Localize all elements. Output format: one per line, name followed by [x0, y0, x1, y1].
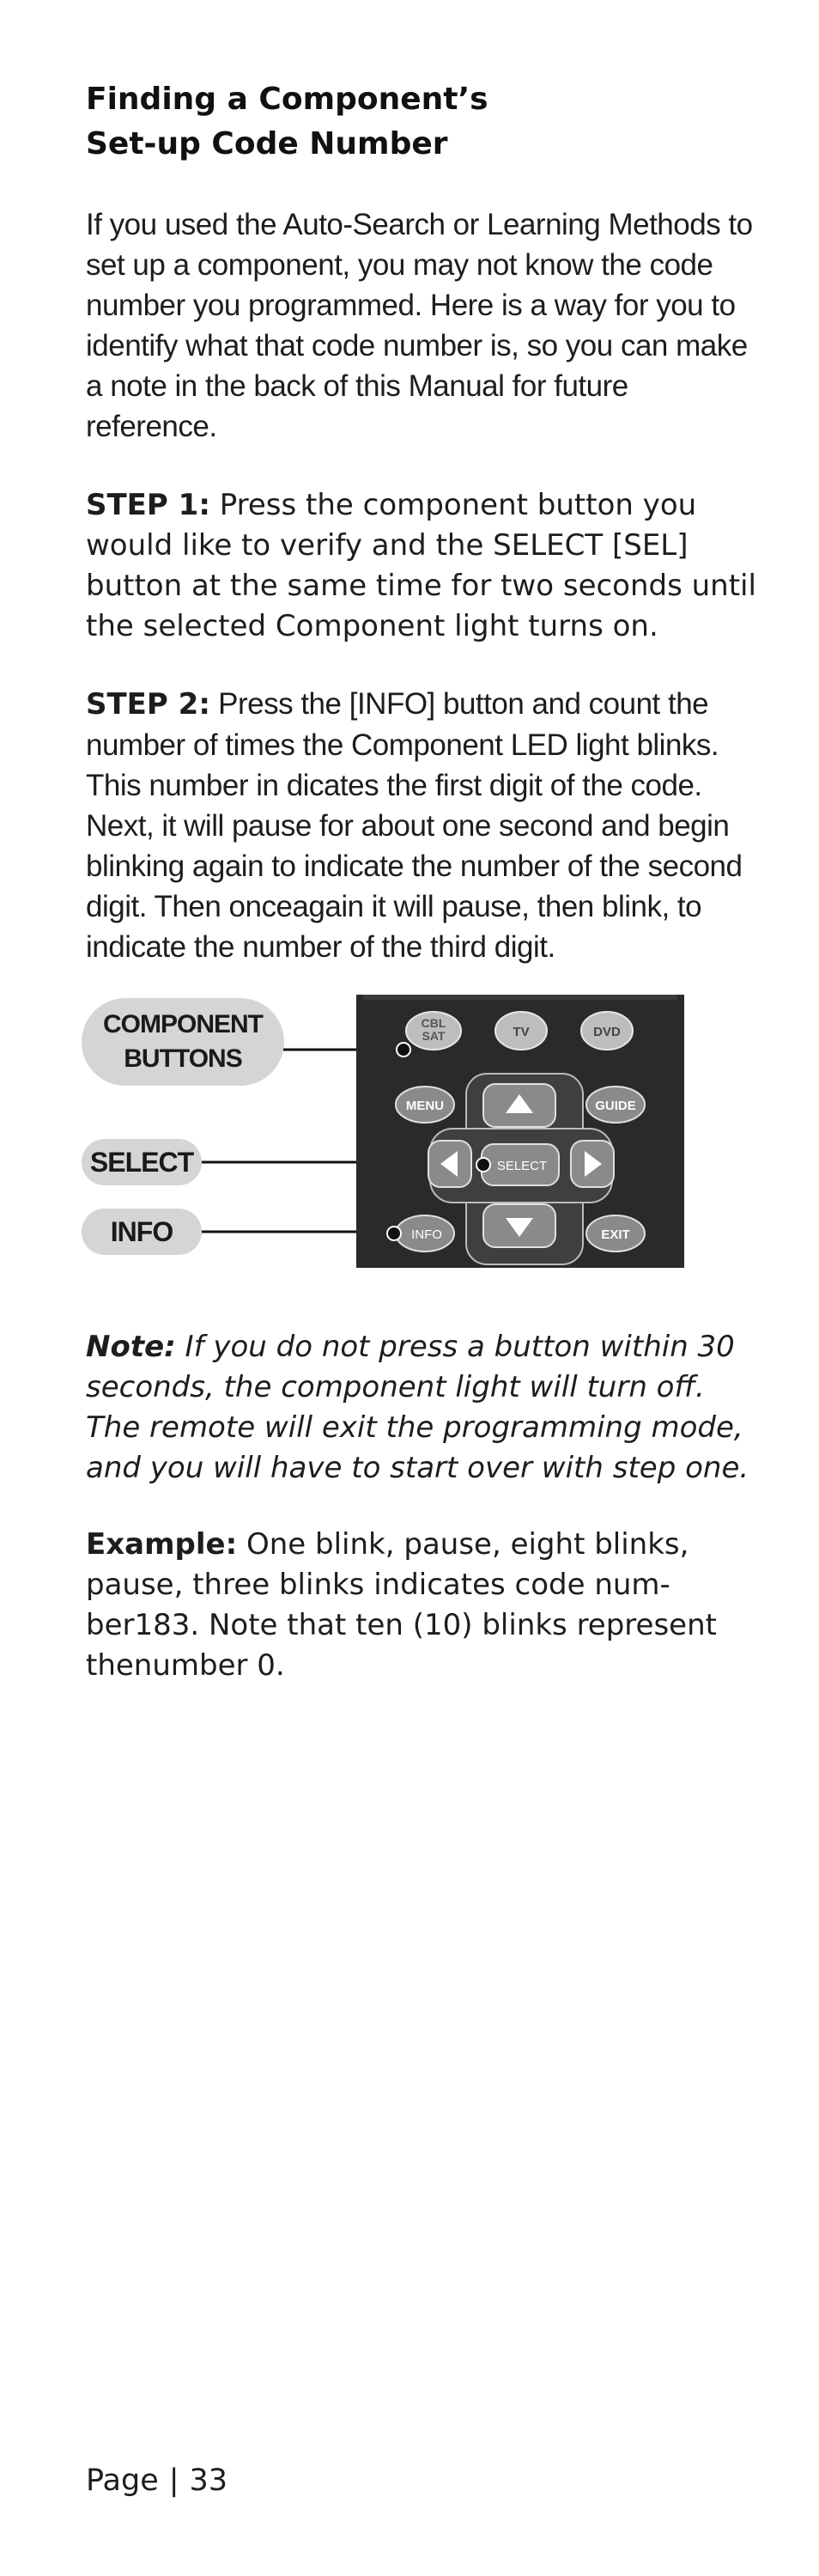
- select-button: [482, 1144, 559, 1185]
- example-text: One blink, pause, eight blinks, pause, three blinks indicates code num-ber183. Note that ten (10) blinks represent thenumber 0.: [86, 1527, 717, 1683]
- step-2-paragraph: [86, 684, 764, 967]
- svg-text:TV: TV: [513, 1025, 530, 1039]
- callout-info: INFO: [82, 1209, 202, 1255]
- svg-text:DVD: DVD: [593, 1025, 621, 1039]
- page-title: [86, 77, 488, 167]
- svg-text:SAT: SAT: [422, 1029, 446, 1043]
- info-button: [396, 1215, 454, 1251]
- svg-text:INFO: INFO: [411, 1227, 442, 1242]
- right-arrow-button: [571, 1141, 614, 1187]
- svg-text:MENU: MENU: [405, 1099, 445, 1113]
- note-paragraph: [86, 1327, 764, 1489]
- exit-button: [586, 1215, 645, 1251]
- svg-text:GUIDE: GUIDE: [595, 1099, 636, 1113]
- callout-component-line-2: BUTTONS: [124, 1044, 242, 1073]
- remote-control-image: [356, 995, 684, 1268]
- example-label: Example:: [86, 1527, 238, 1562]
- step-2-text: Press the [INFO] button and count the number of times the Component LED light blinks. This number in dicates the first digit of the code. Next, it will pause for about one second and begin blinking again to indicate the number of the second digit. Then onceagain it will pause, then blink, to indicate the number of the third digit.: [86, 687, 743, 964]
- menu-button: [396, 1087, 454, 1123]
- svg-text:CBL: CBL: [421, 1016, 446, 1030]
- down-arrow-button: [483, 1204, 555, 1247]
- step-1-text: Press the component button you would like to verify and the SELECT [SEL] button at the same time for two seconds until the selected Component light turns on.: [86, 488, 756, 643]
- intro-paragraph: If you used the Auto-Search or Learning Methods to set up a component, you may not know the code number you programmed. Here is a way for you to identify what that code number is, so you can make a note in the back of this Manual for future reference.: [86, 208, 753, 443]
- info-pointer-dot: [387, 1227, 401, 1240]
- remote-diagram: [77, 988, 747, 1271]
- tv-button: [495, 1012, 547, 1050]
- page-footer: [86, 2463, 228, 2498]
- left-arrow-button: [428, 1141, 471, 1187]
- step-2-label: STEP 2:: [86, 687, 210, 722]
- guide-button: [586, 1087, 645, 1123]
- callout-component-line-1: COMPONENT: [103, 1010, 263, 1038]
- note-text: If you do not press a button within 30 seconds, the component light will turn off. The remote will exit the programming mode, and you will have to start over with step one.: [86, 1330, 749, 1485]
- step-1-paragraph: [86, 485, 764, 647]
- page-title-line-2: Set-up Code Number: [86, 126, 448, 161]
- page-number: 33: [189, 2463, 228, 2498]
- step-1-label: STEP 1:: [86, 488, 210, 522]
- page-title-line-1: Finding a Component’s: [86, 82, 488, 117]
- example-paragraph: [86, 1525, 764, 1686]
- cbl-sat-button: [406, 1012, 461, 1050]
- svg-text:EXIT: EXIT: [601, 1227, 630, 1242]
- callout-select: SELECT: [82, 1139, 202, 1185]
- note-label: Note:: [86, 1330, 176, 1364]
- component-pointer-dot: [397, 1043, 410, 1057]
- page-label: Page: [86, 2463, 159, 2498]
- page-separator: |: [168, 2463, 179, 2498]
- dvd-button: [581, 1012, 633, 1050]
- up-arrow-button: [483, 1084, 555, 1127]
- svg-text:SELECT: SELECT: [496, 1159, 548, 1173]
- select-pointer-dot: [476, 1158, 490, 1172]
